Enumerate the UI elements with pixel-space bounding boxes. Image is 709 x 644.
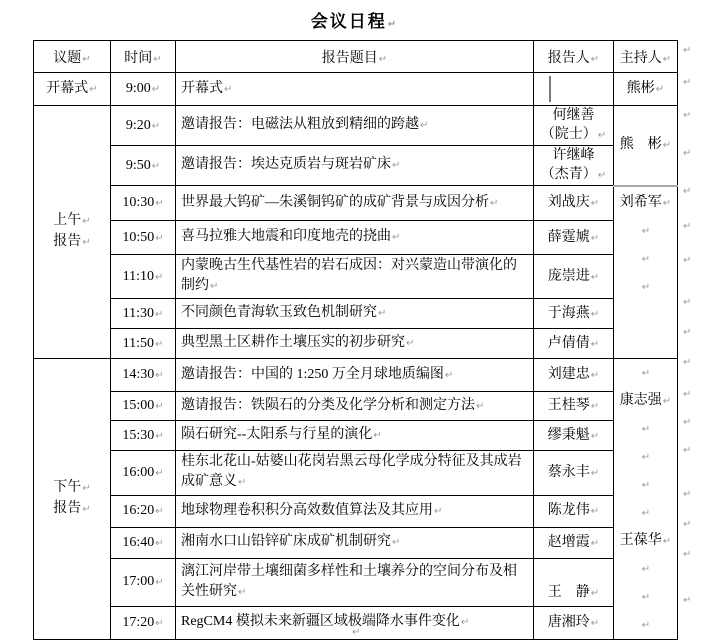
report-title-text: 桂东北花山-姑婆山花岗岩黑云母化学成分特征及其成岩成矿意义 <box>181 454 522 490</box>
paragraph-mark: ↵ <box>590 198 600 209</box>
paragraph-mark: ↵ <box>378 53 388 65</box>
header-row <box>34 41 678 73</box>
paragraph-mark: ↵ <box>154 308 164 320</box>
paragraph-mark: ↵ <box>154 271 164 283</box>
column-header[interactable] <box>176 41 534 73</box>
paragraph-mark: ↵ <box>392 232 401 243</box>
paragraph-mark: ↵ <box>153 53 162 65</box>
speaker-cell[interactable] <box>534 450 614 496</box>
chair-name: 王葆华 <box>619 533 662 548</box>
document-end-mark: ↵ <box>352 627 361 638</box>
row-end-mark: ↵ <box>683 389 692 400</box>
paragraph-mark: ↵ <box>590 308 600 320</box>
time-cell[interactable] <box>111 106 176 146</box>
speaker-cell[interactable] <box>534 73 614 106</box>
paragraph-mark: ↵ <box>641 225 651 237</box>
paragraph-mark: ↵ <box>155 370 164 382</box>
row-end-mark: ↵ <box>683 221 692 232</box>
report-title-cell[interactable] <box>176 329 534 359</box>
schedule-row <box>34 146 678 186</box>
time-cell[interactable] <box>111 186 176 221</box>
topic-cell[interactable] <box>34 106 111 359</box>
paragraph-mark: ↵ <box>641 620 651 631</box>
time-value: 10:30 <box>122 195 155 210</box>
report-title-text: RegCM4 模拟未来新疆区域极端降水事件变化 <box>181 614 460 630</box>
schedule-table[interactable] <box>33 40 678 640</box>
report-title-text: 陨石研究--太阳系与行星的演化 <box>181 427 373 442</box>
paragraph-mark: ↵ <box>460 617 470 629</box>
paragraph-mark: ↵ <box>662 197 672 209</box>
time-value: 9:50 <box>125 157 151 173</box>
report-title-text: 喜马拉雅大地震和印度地壳的挠曲 <box>181 229 391 244</box>
speaker-cell[interactable] <box>534 558 614 606</box>
time-value: 16:20 <box>122 503 155 519</box>
column-header-label: 议题 <box>53 50 82 66</box>
column-header-label: 时间 <box>124 50 153 66</box>
paragraph-mark: ↵ <box>590 587 600 599</box>
report-title-cell[interactable] <box>176 392 534 421</box>
paragraph-mark: ↵ <box>641 368 651 379</box>
time-cell[interactable] <box>111 450 176 496</box>
paragraph-mark: ↵ <box>590 232 600 244</box>
paragraph-mark: ↵ <box>151 120 161 132</box>
topic-label: 报告 <box>53 501 82 516</box>
row-end-mark: ↵ <box>683 148 692 159</box>
text-cursor <box>549 76 551 102</box>
time-value: 16:00 <box>122 464 155 480</box>
speaker-name: 缪秉魁 <box>547 427 590 443</box>
paragraph-mark: ↵ <box>590 430 600 442</box>
paragraph-mark: ↵ <box>590 537 600 549</box>
time-cell[interactable] <box>111 392 176 421</box>
speaker-cell[interactable] <box>534 186 614 221</box>
column-header-label: 报告题目 <box>321 50 378 66</box>
speaker-cell[interactable] <box>534 255 614 299</box>
paragraph-mark: ↵ <box>590 370 600 382</box>
paragraph-mark: ↵ <box>392 160 401 171</box>
time-cell[interactable] <box>111 299 176 329</box>
paragraph-mark: ↵ <box>420 120 429 131</box>
paragraph-mark: ↵ <box>224 83 233 95</box>
paragraph-mark: ↵ <box>434 505 443 517</box>
paragraph-mark: ↵ <box>641 480 651 491</box>
paragraph-mark: ↵ <box>590 617 600 629</box>
paragraph-mark: ↵ <box>155 401 164 413</box>
row-end-mark: ↵ <box>683 186 692 197</box>
time-value: 15:30 <box>122 427 155 443</box>
paragraph-mark: ↵ <box>210 281 219 292</box>
speaker-cell[interactable] <box>534 421 614 450</box>
row-end-mark: ↵ <box>683 445 692 456</box>
paragraph-mark: ↵ <box>151 84 161 95</box>
row-end-mark: ↵ <box>683 327 692 338</box>
column-header[interactable] <box>534 41 614 73</box>
paragraph-mark: ↵ <box>444 369 454 381</box>
paragraph-mark: ↵ <box>155 506 164 518</box>
speaker-name: 庞崇进 <box>547 268 590 284</box>
speaker-name: 王桂琴 <box>547 398 590 414</box>
paragraph-mark: ↵ <box>406 338 415 349</box>
report-title-text: 漓江河岸带土壤细菌多样性和土壤养分的空间分布及相关性研究 <box>181 563 517 599</box>
report-title-cell[interactable] <box>176 106 534 146</box>
speaker-name: 王 静 <box>547 584 590 600</box>
row-end-mark: ↵ <box>683 549 692 560</box>
speaker-name: 薛霆虓 <box>547 229 590 245</box>
chair-name: 刘希军 <box>619 194 662 210</box>
speaker-cell[interactable] <box>534 496 614 527</box>
topic-cell[interactable] <box>34 359 111 640</box>
report-title-cell[interactable] <box>176 558 534 606</box>
page-title-text: 会议日程 <box>310 12 387 31</box>
schedule-row <box>34 106 678 146</box>
chair-cell[interactable] <box>614 106 678 186</box>
time-value: 15:00 <box>122 398 155 414</box>
time-cell[interactable] <box>111 73 176 106</box>
paragraph-mark: ↵ <box>597 130 607 141</box>
time-value: 14:30 <box>122 367 155 383</box>
paragraph-mark: ↵ <box>590 338 600 350</box>
row-end-mark: ↵ <box>683 45 692 56</box>
topic-label: 开幕式 <box>46 80 89 96</box>
row-end-mark: ↵ <box>683 489 692 500</box>
report-title-cell[interactable] <box>176 299 534 329</box>
report-title-cell[interactable] <box>176 359 534 392</box>
speaker-name: 刘建忠 <box>547 367 590 383</box>
column-header[interactable] <box>34 41 111 73</box>
paragraph-mark: ↵ <box>151 160 161 172</box>
paragraph-mark: ↵ <box>155 232 164 244</box>
column-header[interactable] <box>614 41 678 73</box>
paragraph-mark: ↵ <box>238 477 247 489</box>
column-header[interactable] <box>111 41 176 73</box>
paragraph-mark: ↵ <box>154 338 164 350</box>
paragraph-mark: ↵ <box>590 401 600 413</box>
paragraph-mark: ↵ <box>82 216 91 227</box>
paragraph-mark: ↵ <box>655 84 665 95</box>
paragraph-mark: ↵ <box>82 53 91 65</box>
time-cell[interactable] <box>111 255 176 299</box>
time-cell[interactable] <box>111 221 176 255</box>
time-cell[interactable] <box>111 527 176 558</box>
time-cell[interactable] <box>111 558 176 606</box>
report-title-text: 湘南水口山铅锌矿床成矿机制研究 <box>181 534 391 550</box>
chair-cell[interactable] <box>614 186 678 359</box>
report-title-text: 开幕式 <box>181 80 223 96</box>
paragraph-mark: ↵ <box>387 19 399 30</box>
paragraph-mark: ↵ <box>597 170 607 181</box>
column-header-label: 主持人 <box>619 50 662 66</box>
speaker-name: 卢倩倩 <box>547 335 590 351</box>
report-title-cell[interactable] <box>176 255 534 299</box>
paragraph-mark: ↵ <box>155 537 164 549</box>
schedule-row <box>34 299 678 329</box>
time-value: 17:00 <box>122 574 155 590</box>
speaker-name: 于海燕 <box>547 305 590 321</box>
column-header-label: 报告人 <box>547 50 590 66</box>
paragraph-mark: ↵ <box>641 564 651 575</box>
time-value: 17:20 <box>122 614 155 630</box>
time-cell[interactable] <box>111 359 176 392</box>
time-cell[interactable] <box>111 146 176 186</box>
row-end-mark: ↵ <box>683 595 692 606</box>
speaker-name: （杰青） <box>540 167 597 182</box>
speaker-cell[interactable] <box>534 606 614 639</box>
report-title-text: 邀请报告：电磁法从粗放到精细的跨越 <box>181 117 419 132</box>
topic-cell[interactable] <box>34 73 111 106</box>
time-cell[interactable] <box>111 329 176 359</box>
chair-cell[interactable] <box>614 359 678 640</box>
schedule-row <box>34 186 678 221</box>
paragraph-mark: ↵ <box>662 53 672 65</box>
paragraph-mark: ↵ <box>641 281 651 293</box>
speaker-name: 蔡永丰 <box>547 464 590 480</box>
row-end-mark: ↵ <box>683 297 692 308</box>
row-end-mark: ↵ <box>683 357 692 368</box>
paragraph-mark: ↵ <box>662 396 672 407</box>
time-value: 11:30 <box>122 305 154 321</box>
speaker-name: 何继善 <box>552 108 595 123</box>
paragraph-mark: ↵ <box>155 617 164 629</box>
time-value: 9:20 <box>125 117 151 133</box>
report-title-text: 地球物理卷积积分高效数值算法及其应用 <box>181 502 433 518</box>
row-end-mark: ↵ <box>683 417 692 428</box>
report-title-cell[interactable] <box>176 527 534 558</box>
chair-name: 熊彬 <box>626 81 655 96</box>
paragraph-mark: ↵ <box>590 271 600 283</box>
paragraph-mark: ↵ <box>155 198 164 209</box>
paragraph-mark: ↵ <box>82 483 91 494</box>
time-value: 11:10 <box>122 268 154 284</box>
paragraph-mark: ↵ <box>392 537 401 549</box>
page-title[interactable] <box>0 7 709 32</box>
speaker-cell[interactable] <box>534 392 614 421</box>
speaker-name: 唐湘玲 <box>547 614 590 630</box>
row-end-mark: ↵ <box>683 110 692 121</box>
time-value: 9:00 <box>125 81 151 96</box>
speaker-cell[interactable] <box>534 329 614 359</box>
time-cell[interactable] <box>111 606 176 639</box>
row-end-mark: ↵ <box>683 255 692 266</box>
report-title-text: 内蒙晚古生代基性岩的岩石成因：对兴蒙造山带演化的制约 <box>181 258 517 293</box>
chair-cell[interactable] <box>614 73 678 106</box>
schedule-row <box>34 558 678 606</box>
schedule-row <box>34 421 678 450</box>
report-title-cell[interactable] <box>176 421 534 450</box>
speaker-cell[interactable] <box>534 146 614 186</box>
report-title-text: 不同颜色青海软玉致色机制研究 <box>181 305 377 320</box>
time-value: 11:50 <box>122 335 154 351</box>
time-cell[interactable] <box>111 496 176 527</box>
speaker-cell[interactable] <box>534 106 614 146</box>
schedule-row <box>34 359 678 392</box>
schedule-row <box>34 527 678 558</box>
speaker-name: （院士） <box>540 127 597 142</box>
paragraph-mark: ↵ <box>490 197 499 209</box>
chair-name: 康志强 <box>619 393 662 408</box>
paragraph-mark: ↵ <box>82 504 91 515</box>
schedule-row <box>34 496 678 527</box>
schedule-row <box>34 255 678 299</box>
paragraph-mark: ↵ <box>641 253 651 265</box>
speaker-cell[interactable] <box>534 359 614 392</box>
report-title-cell[interactable] <box>176 146 534 186</box>
speaker-name: 刘战庆 <box>547 195 590 210</box>
paragraph-mark: ↵ <box>641 424 651 435</box>
schedule-row <box>34 73 678 106</box>
schedule-row <box>34 221 678 255</box>
paragraph-mark: ↵ <box>641 508 651 519</box>
time-value: 16:40 <box>122 534 155 550</box>
paragraph-mark: ↵ <box>82 237 91 248</box>
topic-label: 上午 <box>53 213 82 228</box>
report-title-cell[interactable] <box>176 450 534 496</box>
speaker-cell[interactable] <box>534 527 614 558</box>
paragraph-mark: ↵ <box>378 308 387 319</box>
speaker-cell[interactable] <box>534 221 614 255</box>
report-title-text: 世界最大钨矿—朱溪铜钨矿的成矿背景与成因分析 <box>181 194 489 210</box>
paragraph-mark: ↵ <box>155 577 164 589</box>
row-end-mark: ↵ <box>683 77 692 88</box>
paragraph-mark: ↵ <box>590 53 600 65</box>
schedule-row <box>34 450 678 496</box>
paragraph-mark: ↵ <box>373 430 382 441</box>
paragraph-mark: ↵ <box>590 506 600 518</box>
paragraph-mark: ↵ <box>155 467 164 479</box>
report-title-cell[interactable] <box>176 186 534 221</box>
report-title-cell[interactable] <box>176 73 534 106</box>
row-end-mark: ↵ <box>683 519 692 530</box>
paragraph-mark: ↵ <box>155 430 164 442</box>
report-title-text: 邀请报告：中国的 1:250 万全月球地质编图 <box>181 366 444 382</box>
time-value: 10:50 <box>122 229 155 245</box>
topic-label: 下午 <box>53 480 82 495</box>
paragraph-mark: ↵ <box>476 400 485 412</box>
paragraph-mark: ↵ <box>89 83 98 95</box>
speaker-name: 赵增霞 <box>547 534 590 550</box>
report-title-cell[interactable] <box>176 496 534 527</box>
report-title-text: 邀请报告：埃达克质岩与斑岩矿床 <box>181 157 391 172</box>
paragraph-mark: ↵ <box>238 586 247 598</box>
report-title-text: 邀请报告：铁陨石的分类及化学分析和测定方法 <box>181 397 475 413</box>
paragraph-mark: ↵ <box>641 592 651 603</box>
paragraph-mark: ↵ <box>662 536 672 547</box>
topic-label: 报告 <box>53 234 82 249</box>
report-title-text: 典型黑土区耕作土壤压实的初步研究 <box>181 335 405 350</box>
paragraph-mark: ↵ <box>641 452 651 463</box>
schedule-row <box>34 329 678 359</box>
speaker-name: 许继峰 <box>552 148 595 163</box>
paragraph-mark: ↵ <box>662 140 672 152</box>
time-cell[interactable] <box>111 421 176 450</box>
report-title-cell[interactable] <box>176 221 534 255</box>
speaker-name: 陈龙伟 <box>547 503 590 519</box>
chair-name: 熊 彬 <box>619 137 662 153</box>
paragraph-mark: ↵ <box>590 467 600 479</box>
schedule-row <box>34 392 678 421</box>
speaker-cell[interactable] <box>534 299 614 329</box>
